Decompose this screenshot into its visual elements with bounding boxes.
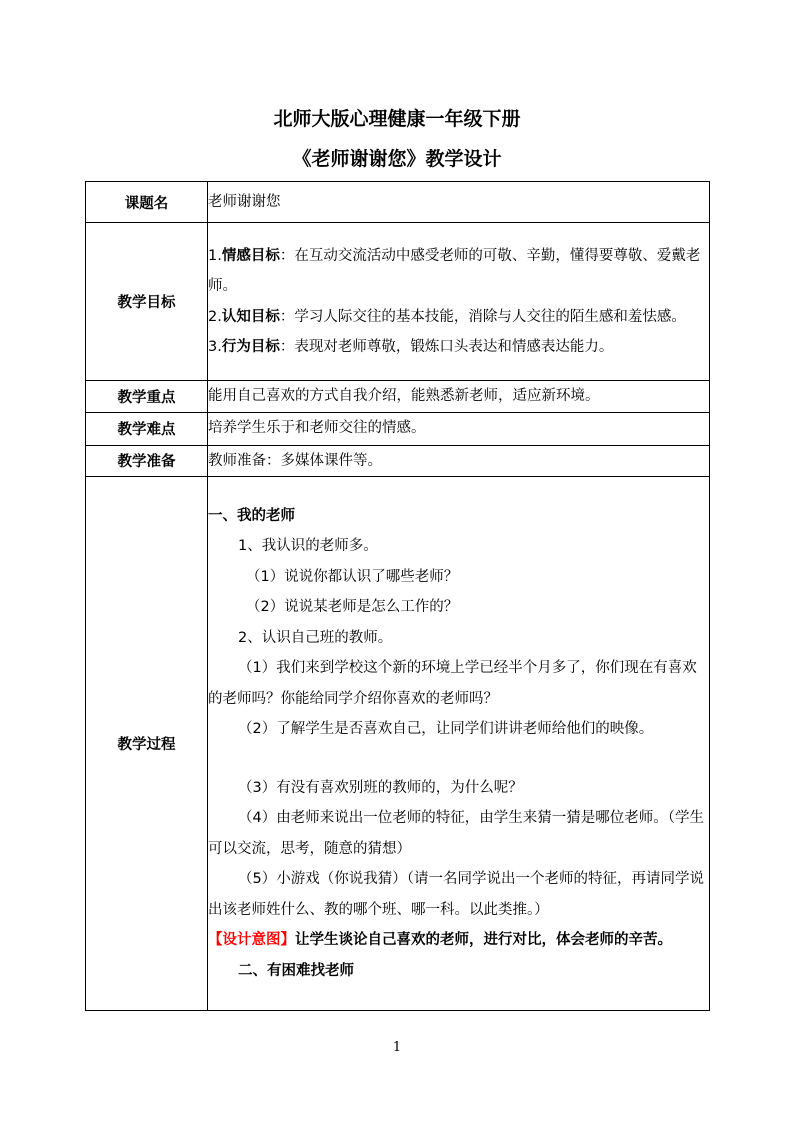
- paragraph: （5）小游戏（你说我猜）（请一名同学说出一个老师的特征，再请同学说出该老师姓什么、教的哪个班、哪一科。以此类推。）: [208, 871, 704, 918]
- process-content: [208, 477, 710, 1011]
- page-number: 1: [392, 1040, 402, 1055]
- document-subtitle: 《老师谢谢您》教学设计: [292, 148, 502, 170]
- topic-label: 课题名: [86, 182, 208, 223]
- spacer: [208, 745, 709, 773]
- goal-item: 2.认知目标：学习人际交往的基本技能，消除与人交往的陌生感和羞怯感。: [208, 308, 686, 325]
- design-intent-tag: 【设计意图】: [208, 932, 295, 949]
- prep-label: 教学准备: [86, 445, 208, 477]
- table-row: [86, 412, 710, 445]
- design-intent-text: 让学生谈论自己喜欢的老师，进行对比，体会老师的辛苦。: [295, 932, 672, 949]
- table-row: [86, 445, 710, 477]
- key-point-label: 教学重点: [86, 381, 208, 413]
- process-label: 教学过程: [86, 477, 208, 1011]
- difficulty-label: 教学难点: [86, 412, 208, 445]
- table-row: [86, 381, 710, 413]
- key-point-value: 能用自己喜欢的方式自我介绍，能熟悉新老师，适应新环境。: [208, 381, 710, 413]
- goal-item: 1.情感目标：在互动交流活动中感受老师的可敬、辛勤，懂得要尊敬、爱戴老师。: [208, 247, 701, 294]
- prep-value: 教师准备：多媒体课件等。: [208, 445, 710, 477]
- paragraph: 2、认识自己班的教师。: [238, 629, 393, 646]
- paragraph: （3）有没有喜欢别班的教师的，为什么呢？: [238, 779, 523, 796]
- paragraph: （1）说说你都认识了哪些老师？: [246, 568, 459, 585]
- topic-value: 老师谢谢您: [208, 182, 710, 223]
- table-row: [86, 182, 710, 223]
- paragraph: （4）由老师来说出一位老师的特征，由学生来猜一猜是哪位老师。（学生可以交流，思考，随意的猜想）: [208, 810, 704, 857]
- paragraph: （1）我们来到学校这个新的环境上学已经半个月多了，你们现在有喜欢的老师吗？你能给同学介绍你喜欢的老师吗？: [208, 660, 697, 707]
- goal-item: 3.行为目标：表现对老师尊敬，锻炼口头表达和情感表达能力。: [208, 339, 614, 355]
- difficulty-value: 培养学生乐于和老师交往的情感。: [208, 412, 710, 445]
- section-heading: 一、我的老师: [208, 507, 295, 524]
- table-row: [86, 223, 710, 381]
- goals-label: 教学目标: [86, 223, 208, 381]
- goals-content: [208, 223, 710, 381]
- design-intent: [208, 925, 709, 956]
- paragraph: 1、我认识的老师多。: [238, 538, 378, 555]
- lesson-plan-table: [85, 181, 710, 1011]
- section-heading: 二、有困难找老师: [238, 962, 354, 979]
- document-title: 北师大版心理健康一年级下册: [273, 108, 521, 130]
- table-row: [86, 477, 710, 1011]
- paragraph: （2）说说某老师是怎么工作的？: [246, 599, 459, 616]
- paragraph: （2）了解学生是否喜欢自己，让同学们讲讲老师给他们的映像。: [238, 721, 654, 738]
